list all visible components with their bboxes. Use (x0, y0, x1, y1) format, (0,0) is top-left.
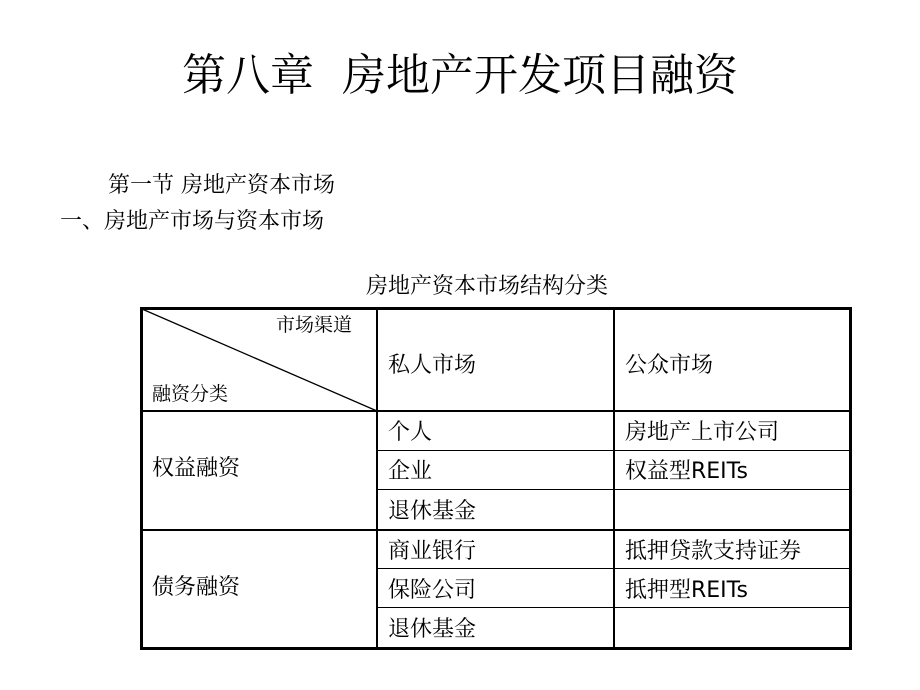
cell-public: 抵押贷款支持证券 (625, 539, 802, 564)
header-market-channel: 市场渠道 (276, 314, 353, 336)
group-label-equity: 权益融资 (152, 456, 241, 481)
table-border-right (849, 307, 852, 650)
table-border-bottom (140, 647, 852, 650)
row-divider (376, 568, 852, 569)
cell-private: 商业银行 (388, 539, 477, 564)
header-public-market: 公众市场 (625, 353, 714, 378)
cell-private: 个人 (388, 420, 433, 445)
classification-table (140, 307, 852, 650)
page-title: 第八章 房地产开发项目融资 (182, 50, 738, 101)
cell-private: 退休基金 (388, 617, 477, 642)
header-private-market: 私人市场 (388, 353, 477, 378)
cell-public: 权益型REITs (625, 459, 748, 484)
section-heading: 第一节 房地产资本市场 (108, 173, 335, 198)
group-label-debt: 债务融资 (152, 575, 241, 600)
group-divider (140, 529, 852, 531)
cell-private: 退休基金 (388, 499, 477, 524)
row-divider (376, 607, 852, 608)
row-divider (376, 489, 852, 490)
header-financing-category: 融资分类 (152, 383, 229, 405)
row-divider (376, 450, 852, 451)
table-caption: 房地产资本市场结构分类 (366, 274, 609, 299)
cell-private: 企业 (388, 459, 433, 484)
cell-public: 抵押型REITs (625, 578, 748, 603)
cell-private: 保险公司 (388, 578, 477, 603)
cell-public: 房地产上市公司 (625, 420, 780, 445)
subsection-heading: 一、房地产市场与资本市场 (60, 209, 325, 234)
column-divider-2 (613, 307, 615, 650)
